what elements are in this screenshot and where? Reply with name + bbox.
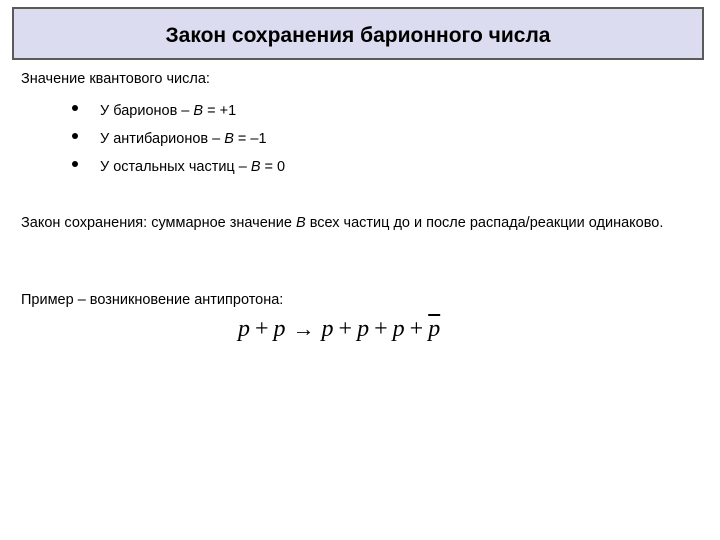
equation-proton: p	[273, 316, 286, 342]
bullet-dot-icon	[72, 133, 78, 139]
example-text: Пример – возникновение антипротона:	[21, 292, 284, 308]
bullet-dot-icon	[72, 161, 78, 167]
bullet-dot-icon	[72, 105, 78, 111]
equation-plus: +	[255, 316, 269, 342]
equation-proton: p	[392, 316, 405, 342]
equation-plus: +	[409, 316, 424, 342]
bullet-text: У остальных частиц – B = 0	[100, 159, 286, 175]
antiproton-equation	[238, 316, 440, 343]
slide-title: Закон сохранения барионного числа	[165, 23, 551, 47]
bullet-text: У барионов – B = +1	[100, 103, 237, 119]
bullet-item-other-particles	[72, 153, 285, 181]
equation-antiproton: $\overline{p}$	[428, 316, 441, 342]
equation-proton: p	[238, 316, 250, 342]
bullet-list	[72, 97, 285, 181]
equation-plus: +	[338, 316, 353, 342]
equation-proton: p	[357, 316, 370, 342]
intro-text: Значение квантового числа:	[21, 71, 210, 87]
bullet-item-baryons	[72, 97, 285, 125]
bullet-text: У антибарионов – B = –1	[100, 131, 267, 147]
conservation-law-text: Закон сохранения: суммарное значение B всех частиц до и после распада/реакции одинаково.	[21, 215, 664, 231]
equation-arrow-icon: →	[292, 316, 315, 341]
slide-title-box	[12, 7, 704, 60]
bullet-item-antibaryons	[72, 125, 285, 153]
equation-proton: p	[321, 316, 334, 342]
equation-plus: +	[374, 316, 388, 342]
